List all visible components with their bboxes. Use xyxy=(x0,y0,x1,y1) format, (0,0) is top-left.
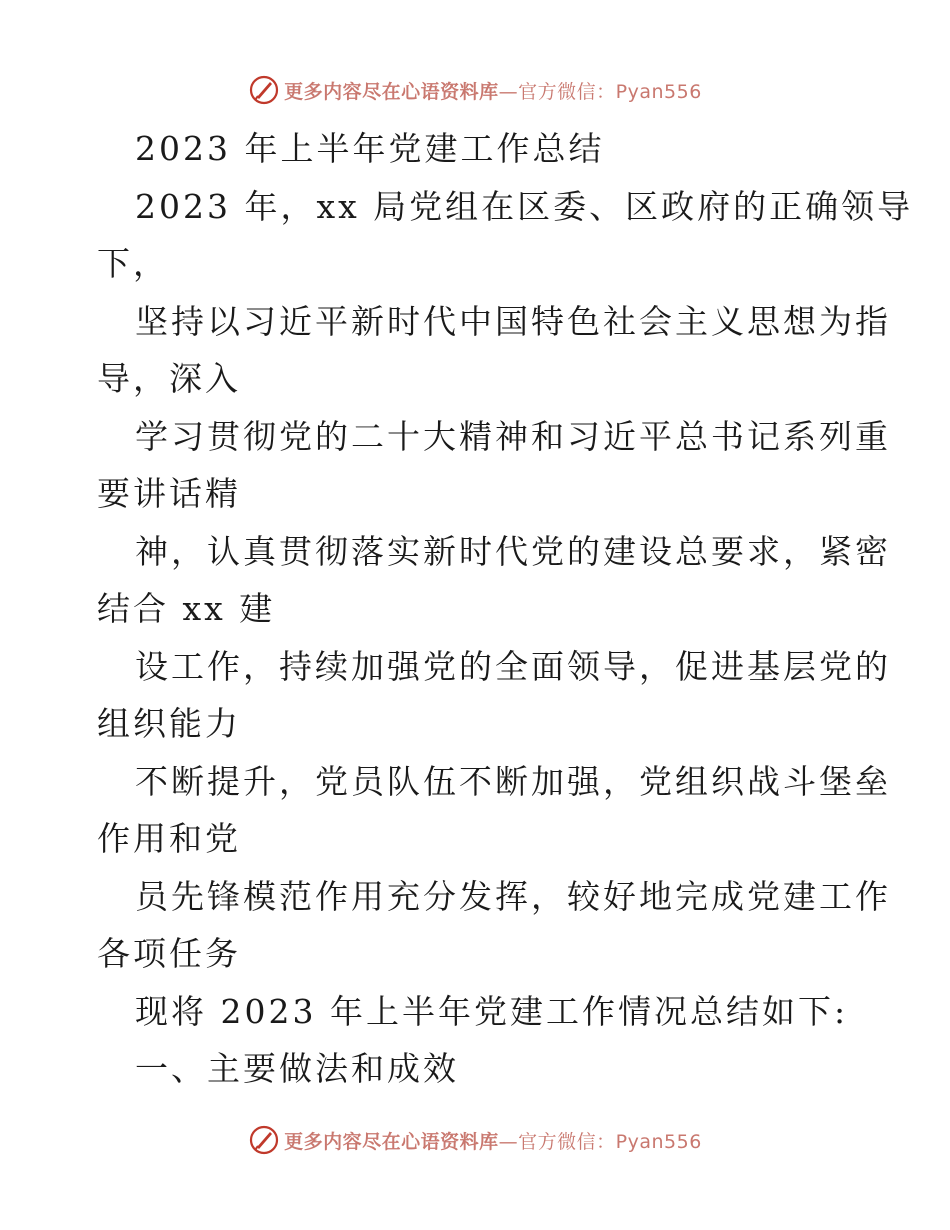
watermark-suffix: 官方微信：Pyan556 xyxy=(518,80,702,103)
paragraph-line: 各项任务 xyxy=(97,934,241,973)
paragraph-line: 神，认真贯彻落实新时代党的建设总要求，紧密 xyxy=(135,531,891,571)
paragraph-line: 坚持以习近平新时代中国特色社会主义思想为指 xyxy=(135,301,891,341)
watermark-text xyxy=(284,1127,702,1154)
paragraph-line: 下， xyxy=(97,244,169,283)
paragraph-line: 组织能力 xyxy=(97,704,241,743)
watermark-separator: — xyxy=(498,1130,519,1153)
paragraph-line: 2023 年，xx 局党组在区委、区政府的正确领导 xyxy=(135,186,914,226)
watermark-text xyxy=(284,77,702,104)
document-body xyxy=(97,120,914,1098)
quill-logo-icon xyxy=(248,1124,280,1156)
watermark-suffix: 官方微信：Pyan556 xyxy=(518,1130,702,1153)
paragraph-line: 结合 xx 建 xyxy=(97,589,276,628)
paragraph-line: 学习贯彻党的二十大精神和习近平总书记系列重 xyxy=(135,416,891,456)
paragraph-line: 设工作，持续加强党的全面领导，促进基层党的 xyxy=(135,646,891,686)
paragraph-line: 一、主要做法和成效 xyxy=(135,1049,459,1088)
watermark-brand: 更多内容尽在心语资料库 xyxy=(284,1130,499,1153)
document-title: 2023 年上半年党建工作总结 xyxy=(135,129,605,168)
paragraph-line: 导，深入 xyxy=(97,359,241,398)
paragraph-line: 要讲话精 xyxy=(97,474,241,513)
watermark-banner-bottom xyxy=(0,1120,950,1160)
watermark-brand: 更多内容尽在心语资料库 xyxy=(284,80,499,103)
watermark-separator: — xyxy=(498,80,519,103)
paragraph-line: 不断提升，党员队伍不断加强，党组织战斗堡垒 xyxy=(135,761,891,801)
watermark-banner-top xyxy=(0,70,950,110)
quill-logo-icon xyxy=(248,74,280,106)
paragraph-line: 作用和党 xyxy=(97,819,241,858)
paragraph-line: 员先锋模范作用充分发挥，较好地完成党建工作 xyxy=(135,876,891,916)
paragraph-line: 现将 2023 年上半年党建工作情况总结如下: xyxy=(135,991,849,1031)
